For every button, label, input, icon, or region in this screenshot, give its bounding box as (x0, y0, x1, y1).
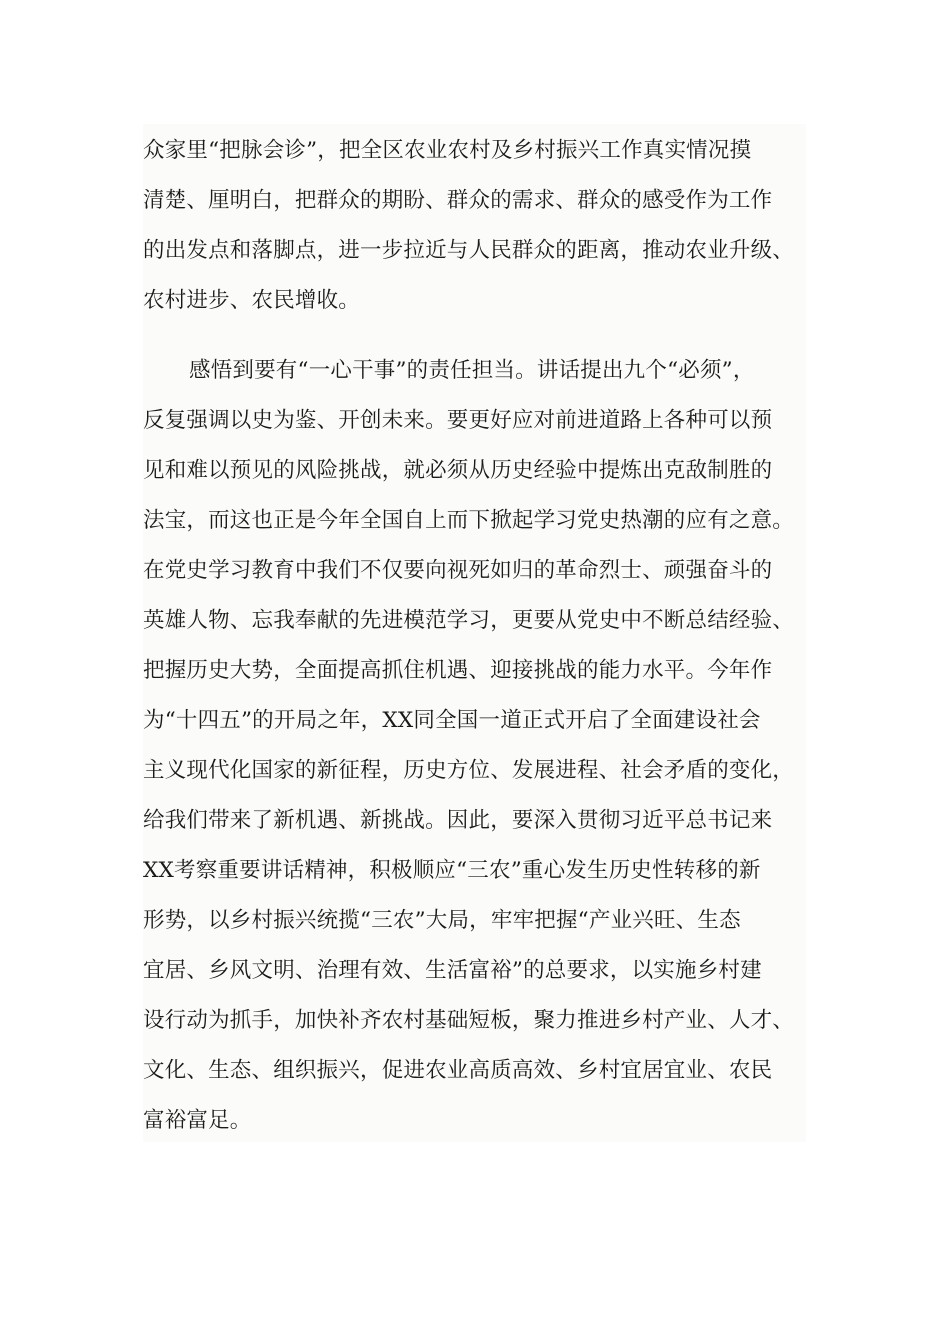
paragraph2-line: 设行动为抓手，加快补齐农村基础短板，聚力推进乡村产业、人才、 (143, 1008, 795, 1033)
paragraph2-line: 见和难以预见的风险挑战，就必须从历史经验中提炼出克敌制胜的 (143, 458, 773, 483)
paragraph2-line: 感悟到要有“一心干事”的责任担当。讲话提出九个“必须”， (189, 358, 755, 383)
paragraph2-line: 宜居、乡风文明、治理有效、生活富裕”的总要求，以实施乡村建 (143, 958, 762, 983)
paragraph2-line: 英雄人物、忘我奉献的先进模范学习，更要从党史中不断总结经验、 (143, 608, 795, 633)
paragraph1-line: 的出发点和落脚点，进一步拉近与人民群众的距离，推动农业升级、 (143, 238, 795, 263)
paragraph2-line: 文化、生态、组织振兴，促进农业高质高效、乡村宜居宜业、农民 (143, 1058, 773, 1083)
paragraph2-line: 法宝，而这也正是今年全国自上而下掀起学习党史热潮的应有之意。 (143, 508, 795, 533)
paragraph2-line: 主义现代化国家的新征程，历史方位、发展进程、社会矛盾的变化， (143, 758, 795, 783)
paragraph2-line: XX考察重要讲话精神，积极顺应“三农”重心发生历史性转移的新 (143, 858, 761, 883)
paragraph2-line: 给我们带来了新机遇、新挑战。因此，要深入贯彻习近平总书记来 (143, 808, 773, 833)
paragraph1-line: 农村进步、农民增收。 (143, 288, 361, 313)
paragraph1-line: 清楚、厘明白，把群众的期盼、群众的需求、群众的感受作为工作 (143, 188, 773, 213)
document-text-block (143, 124, 806, 1142)
paragraph2-line: 富裕富足。 (143, 1108, 252, 1133)
paragraph2-line: 在党史学习教育中我们不仅要向视死如归的革命烈士、顽强奋斗的 (143, 558, 773, 583)
paragraph1-line: 众家里“把脉会诊”，把全区农业农村及乡村振兴工作真实情况摸 (143, 138, 752, 163)
paragraph2-line: 为“十四五”的开局之年，XX同全国一道正式开启了全面建设社会 (143, 708, 761, 733)
paragraph2-line: 把握历史大势，全面提高抓住机遇、迎接挑战的能力水平。今年作 (143, 658, 773, 683)
paragraph2-line: 反复强调以史为鉴、开创未来。要更好应对前进道路上各种可以预 (143, 408, 773, 433)
paragraph2-line: 形势，以乡村振兴统揽“三农”大局，牢牢把握“产业兴旺、生态 (143, 908, 741, 933)
